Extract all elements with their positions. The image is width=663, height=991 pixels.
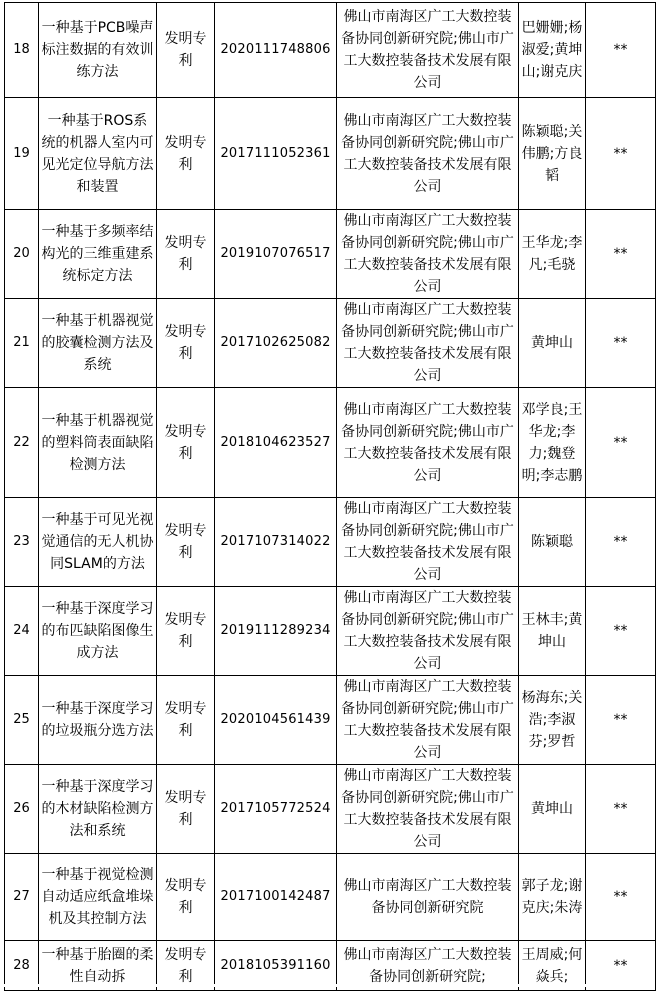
patent-type: 发明专利 <box>157 210 215 299</box>
patent-owner: 佛山市南海区广工大数控装备协同创新研究院;佛山市广工大数控装备技术发展有限公司 <box>337 676 519 765</box>
table-row <box>5 98 656 210</box>
patent-number: 2019111289234 <box>215 587 337 676</box>
inventors: 王华龙;李凡;毛骁 <box>519 210 586 299</box>
inventors: 邓学良;王华龙;李力;魏登明;李志鹏 <box>519 388 586 498</box>
table-row <box>5 587 656 676</box>
confidential-mark: ** <box>586 388 656 498</box>
patent-number: 2017111052361 <box>215 98 337 210</box>
patent-number: 2017107314022 <box>215 498 337 587</box>
row-number: 24 <box>5 587 39 676</box>
patent-number: 2018105391160 <box>215 941 337 991</box>
table-row <box>5 3 656 98</box>
confidential-mark: ** <box>586 941 656 991</box>
patent-title: 一种基于胎圈的柔性自动拆 <box>39 941 157 991</box>
patent-type: 发明专利 <box>157 299 215 388</box>
patent-owner: 佛山市南海区广工大数控装备协同创新研究院; <box>337 941 519 991</box>
row-number: 27 <box>5 854 39 941</box>
confidential-mark: ** <box>586 210 656 299</box>
patent-owner: 佛山市南海区广工大数控装备协同创新研究院;佛山市广工大数控装备技术发展有限公司 <box>337 765 519 854</box>
inventors: 巴姗姗;杨淑爱;黄坤山;谢克庆 <box>519 3 586 98</box>
patent-number: 2020104561439 <box>215 676 337 765</box>
inventors: 陈颖聪 <box>519 498 586 587</box>
patent-type: 发明专利 <box>157 676 215 765</box>
patent-type: 发明专利 <box>157 765 215 854</box>
row-number: 28 <box>5 941 39 991</box>
patent-title: 一种基于机器视觉的胶囊检测方法及系统 <box>39 299 157 388</box>
inventors: 王周威;何焱兵; <box>519 941 586 991</box>
patent-number: 2019107076517 <box>215 210 337 299</box>
patent-owner: 佛山市南海区广工大数控装备协同创新研究院;佛山市广工大数控装备技术发展有限公司 <box>337 299 519 388</box>
table-body <box>5 3 656 991</box>
patent-owner: 佛山市南海区广工大数控装备协同创新研究院;佛山市广工大数控装备技术发展有限公司 <box>337 388 519 498</box>
row-number: 21 <box>5 299 39 388</box>
patent-owner: 佛山市南海区广工大数控装备协同创新研究院;佛山市广工大数控装备技术发展有限公司 <box>337 98 519 210</box>
inventors: 黄坤山 <box>519 765 586 854</box>
patent-table <box>4 2 656 991</box>
patent-owner: 佛山市南海区广工大数控装备协同创新研究院;佛山市广工大数控装备技术发展有限公司 <box>337 210 519 299</box>
table-row <box>5 388 656 498</box>
patent-type: 发明专利 <box>157 854 215 941</box>
inventors: 杨海东;关浩;李淑芬;罗哲 <box>519 676 586 765</box>
confidential-mark: ** <box>586 854 656 941</box>
patent-number: 2017105772524 <box>215 765 337 854</box>
table-row <box>5 210 656 299</box>
patent-type: 发明专利 <box>157 3 215 98</box>
table-row <box>5 498 656 587</box>
patent-number: 2018104623527 <box>215 388 337 498</box>
patent-title: 一种基于多频率结构光的三维重建系统标定方法 <box>39 210 157 299</box>
patent-title: 一种基于PCB噪声标注数据的有效训练方法 <box>39 3 157 98</box>
confidential-mark: ** <box>586 498 656 587</box>
patent-owner: 佛山市南海区广工大数控装备协同创新研究院;佛山市广工大数控装备技术发展有限公司 <box>337 3 519 98</box>
patent-number: 2017100142487 <box>215 854 337 941</box>
confidential-mark: ** <box>586 676 656 765</box>
confidential-mark: ** <box>586 299 656 388</box>
row-number: 22 <box>5 388 39 498</box>
table-row <box>5 854 656 941</box>
row-number: 19 <box>5 98 39 210</box>
patent-title: 一种基于深度学习的木材缺陷检测方法和系统 <box>39 765 157 854</box>
table-row <box>5 676 656 765</box>
patent-number: 2020111748806 <box>215 3 337 98</box>
patent-type: 发明专利 <box>157 587 215 676</box>
inventors: 陈颖聪;关伟鹏;方良韬 <box>519 98 586 210</box>
confidential-mark: ** <box>586 98 656 210</box>
confidential-mark: ** <box>586 3 656 98</box>
patent-number: 2017102625082 <box>215 299 337 388</box>
patent-type: 发明专利 <box>157 498 215 587</box>
table-row <box>5 941 656 991</box>
inventors: 王林丰;黄坤山 <box>519 587 586 676</box>
patent-owner: 佛山市南海区广工大数控装备协同创新研究院;佛山市广工大数控装备技术发展有限公司 <box>337 587 519 676</box>
row-number: 23 <box>5 498 39 587</box>
inventors: 黄坤山 <box>519 299 586 388</box>
patent-title: 一种基于机器视觉的塑料筒表面缺陷检测方法 <box>39 388 157 498</box>
patent-title: 一种基于可见光视觉通信的无人机协同SLAM的方法 <box>39 498 157 587</box>
row-number: 26 <box>5 765 39 854</box>
patent-title: 一种基于深度学习的垃圾瓶分选方法 <box>39 676 157 765</box>
row-number: 25 <box>5 676 39 765</box>
patent-title: 一种基于ROS系统的机器人室内可见光定位导航方法和装置 <box>39 98 157 210</box>
confidential-mark: ** <box>586 587 656 676</box>
table-row <box>5 299 656 388</box>
row-number: 18 <box>5 3 39 98</box>
patent-type: 发明专利 <box>157 98 215 210</box>
patent-owner: 佛山市南海区广工大数控装备协同创新研究院;佛山市广工大数控装备技术发展有限公司 <box>337 498 519 587</box>
patent-title: 一种基于深度学习的布匹缺陷图像生成方法 <box>39 587 157 676</box>
table-row <box>5 765 656 854</box>
patent-title: 一种基于视觉检测自动适应纸盒堆垛机及其控制方法 <box>39 854 157 941</box>
row-number: 20 <box>5 210 39 299</box>
inventors: 郭子龙;谢克庆;朱涛 <box>519 854 586 941</box>
patent-type: 发明专利 <box>157 941 215 991</box>
patent-owner: 佛山市南海区广工大数控装备协同创新研究院 <box>337 854 519 941</box>
confidential-mark: ** <box>586 765 656 854</box>
patent-type: 发明专利 <box>157 388 215 498</box>
